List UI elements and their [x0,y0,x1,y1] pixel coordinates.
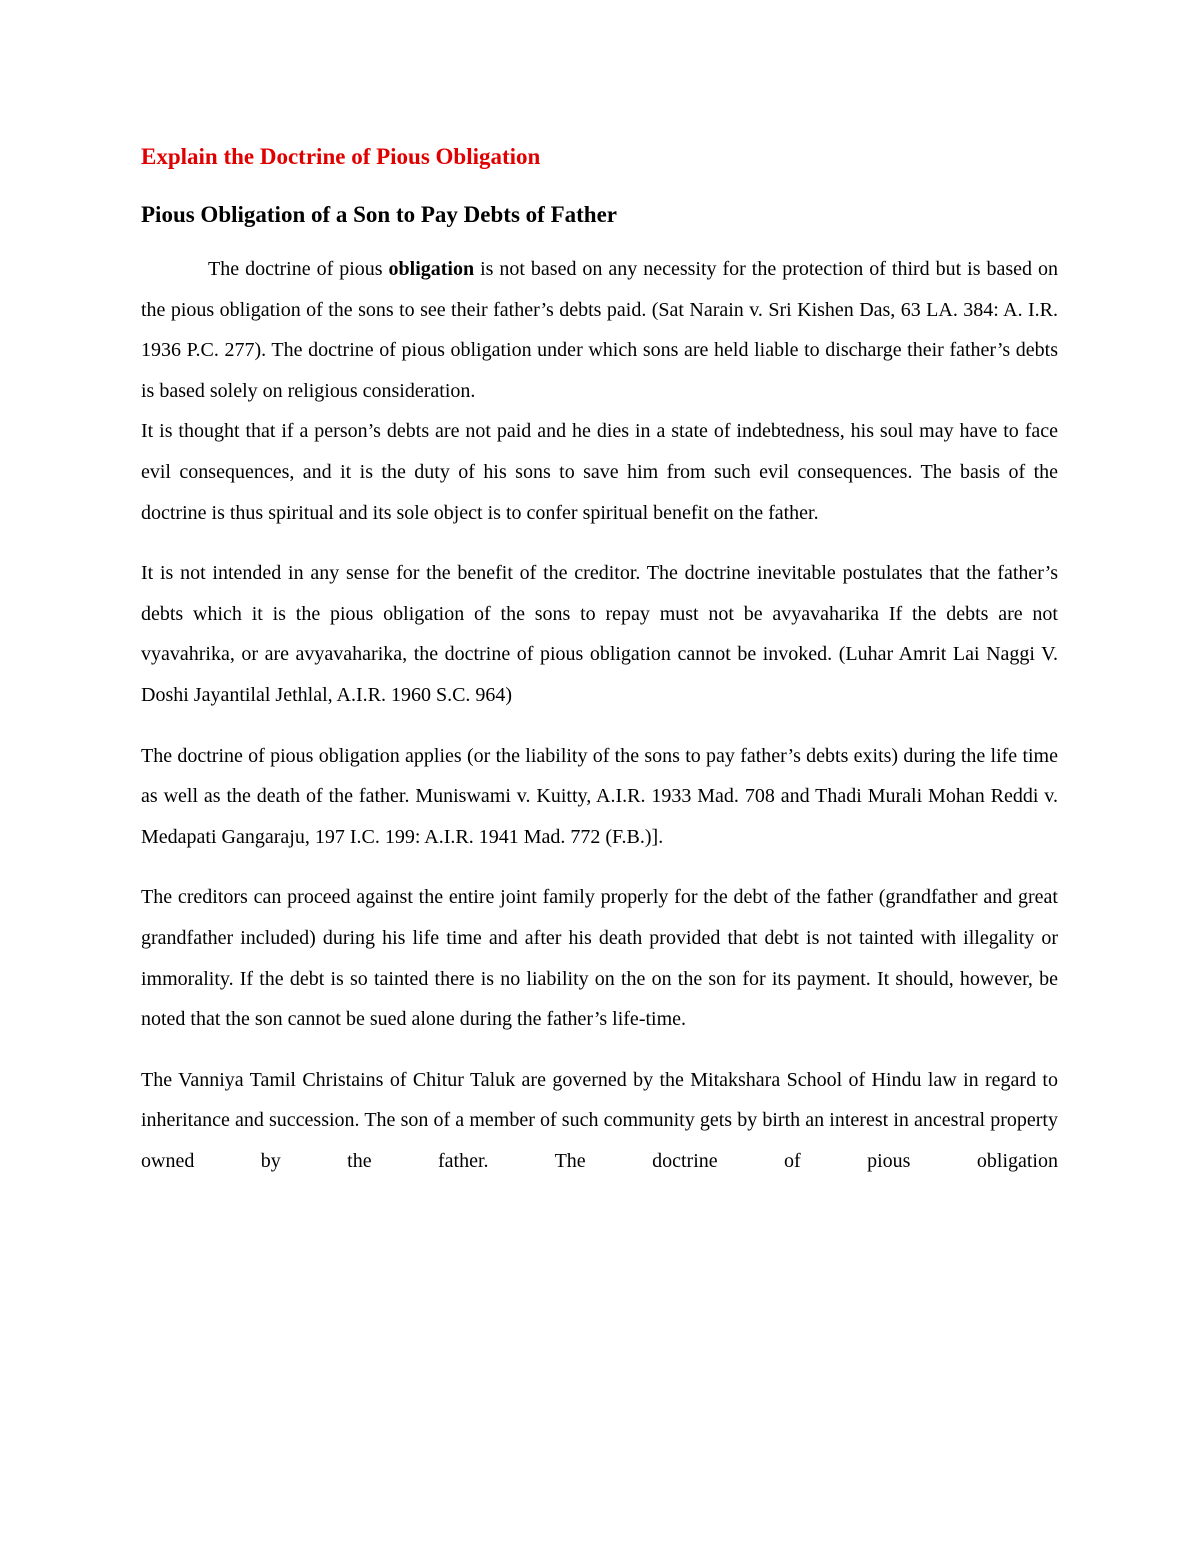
paragraph-5: The creditors can proceed against the entire joint family properly for the debt of the father (grandfather and great grandfather included) during his life time and after his death provided that debt is not tainted with illegality or immorality. If the debt is so tainted there is no liability on the on the son for its payment. It should, however, be noted that the son cannot be sued alone during the father’s life-time. [141,886,1058,1031]
paragraph-4: The doctrine of pious obligation applies (or the liability of the sons to pay father’s debts exits) during the life time as well as the death of the father. Muniswami v. Kuitty, A.I.R. 1933 Mad. 708 and Thadi Murali Mohan Reddi v. Medapati Gangaraju, 197 I.C. 199: A.I.R. 1941 Mad. 772 (F.B.)]. [141,744,1058,848]
paragraph-1-text-end: is not based on any necessity for the protection of third but is based on the pious obligation of the sons to see their father’s debts paid. (Sat Narain v. Sri Kishen Das, 63 LA. 384: A. I.R. 1936 P.C. 277). The doctrine of pious obligation under which sons are held liable to discharge their father’s debts is based solely on religious consideration. [141,258,1059,402]
paragraph-1-text-start: The doctrine of pious [208,258,389,280]
paragraph-6: The Vanniya Tamil Christains of Chitur Taluk are governed by the Mitakshara School of Hindu law in regard to inheritance and succession. The son of a member of such community gets by birth an interest in ancestral property owned by the father. The doctrine of pious obligation [141,1068,1058,1172]
document-title: Explain the Doctrine of Pious Obligation [141,144,541,169]
paragraph-1 [141,249,1058,411]
document-subtitle: Pious Obligation of a Son to Pay Debts of Father [141,202,617,227]
paragraph-2: It is thought that if a person’s debts are not paid and he dies in a state of indebtedness, his soul may have to face evil consequences, and it is the duty of his sons to save him from such evil consequences. The basis of the doctrine is thus spiritual and its sole object is to confer spiritual benefit on the father. [141,420,1058,524]
document-body [141,139,1058,1181]
paragraph-1-bold-term: obligation [388,258,475,280]
paragraph-3: It is not intended in any sense for the benefit of the creditor. The doctrine inevitable postulates that the father’s debts which it is the pious obligation of the sons to repay must not be avyavaharika If the debts are not vyavahrika, or are avyavaharika, the doctrine of pious obligation cannot be invoked. (Luhar Amrit Lai Naggi V. Doshi Jayantilal Jethlal, A.I.R. 1960 S.C. 964) [141,562,1058,706]
